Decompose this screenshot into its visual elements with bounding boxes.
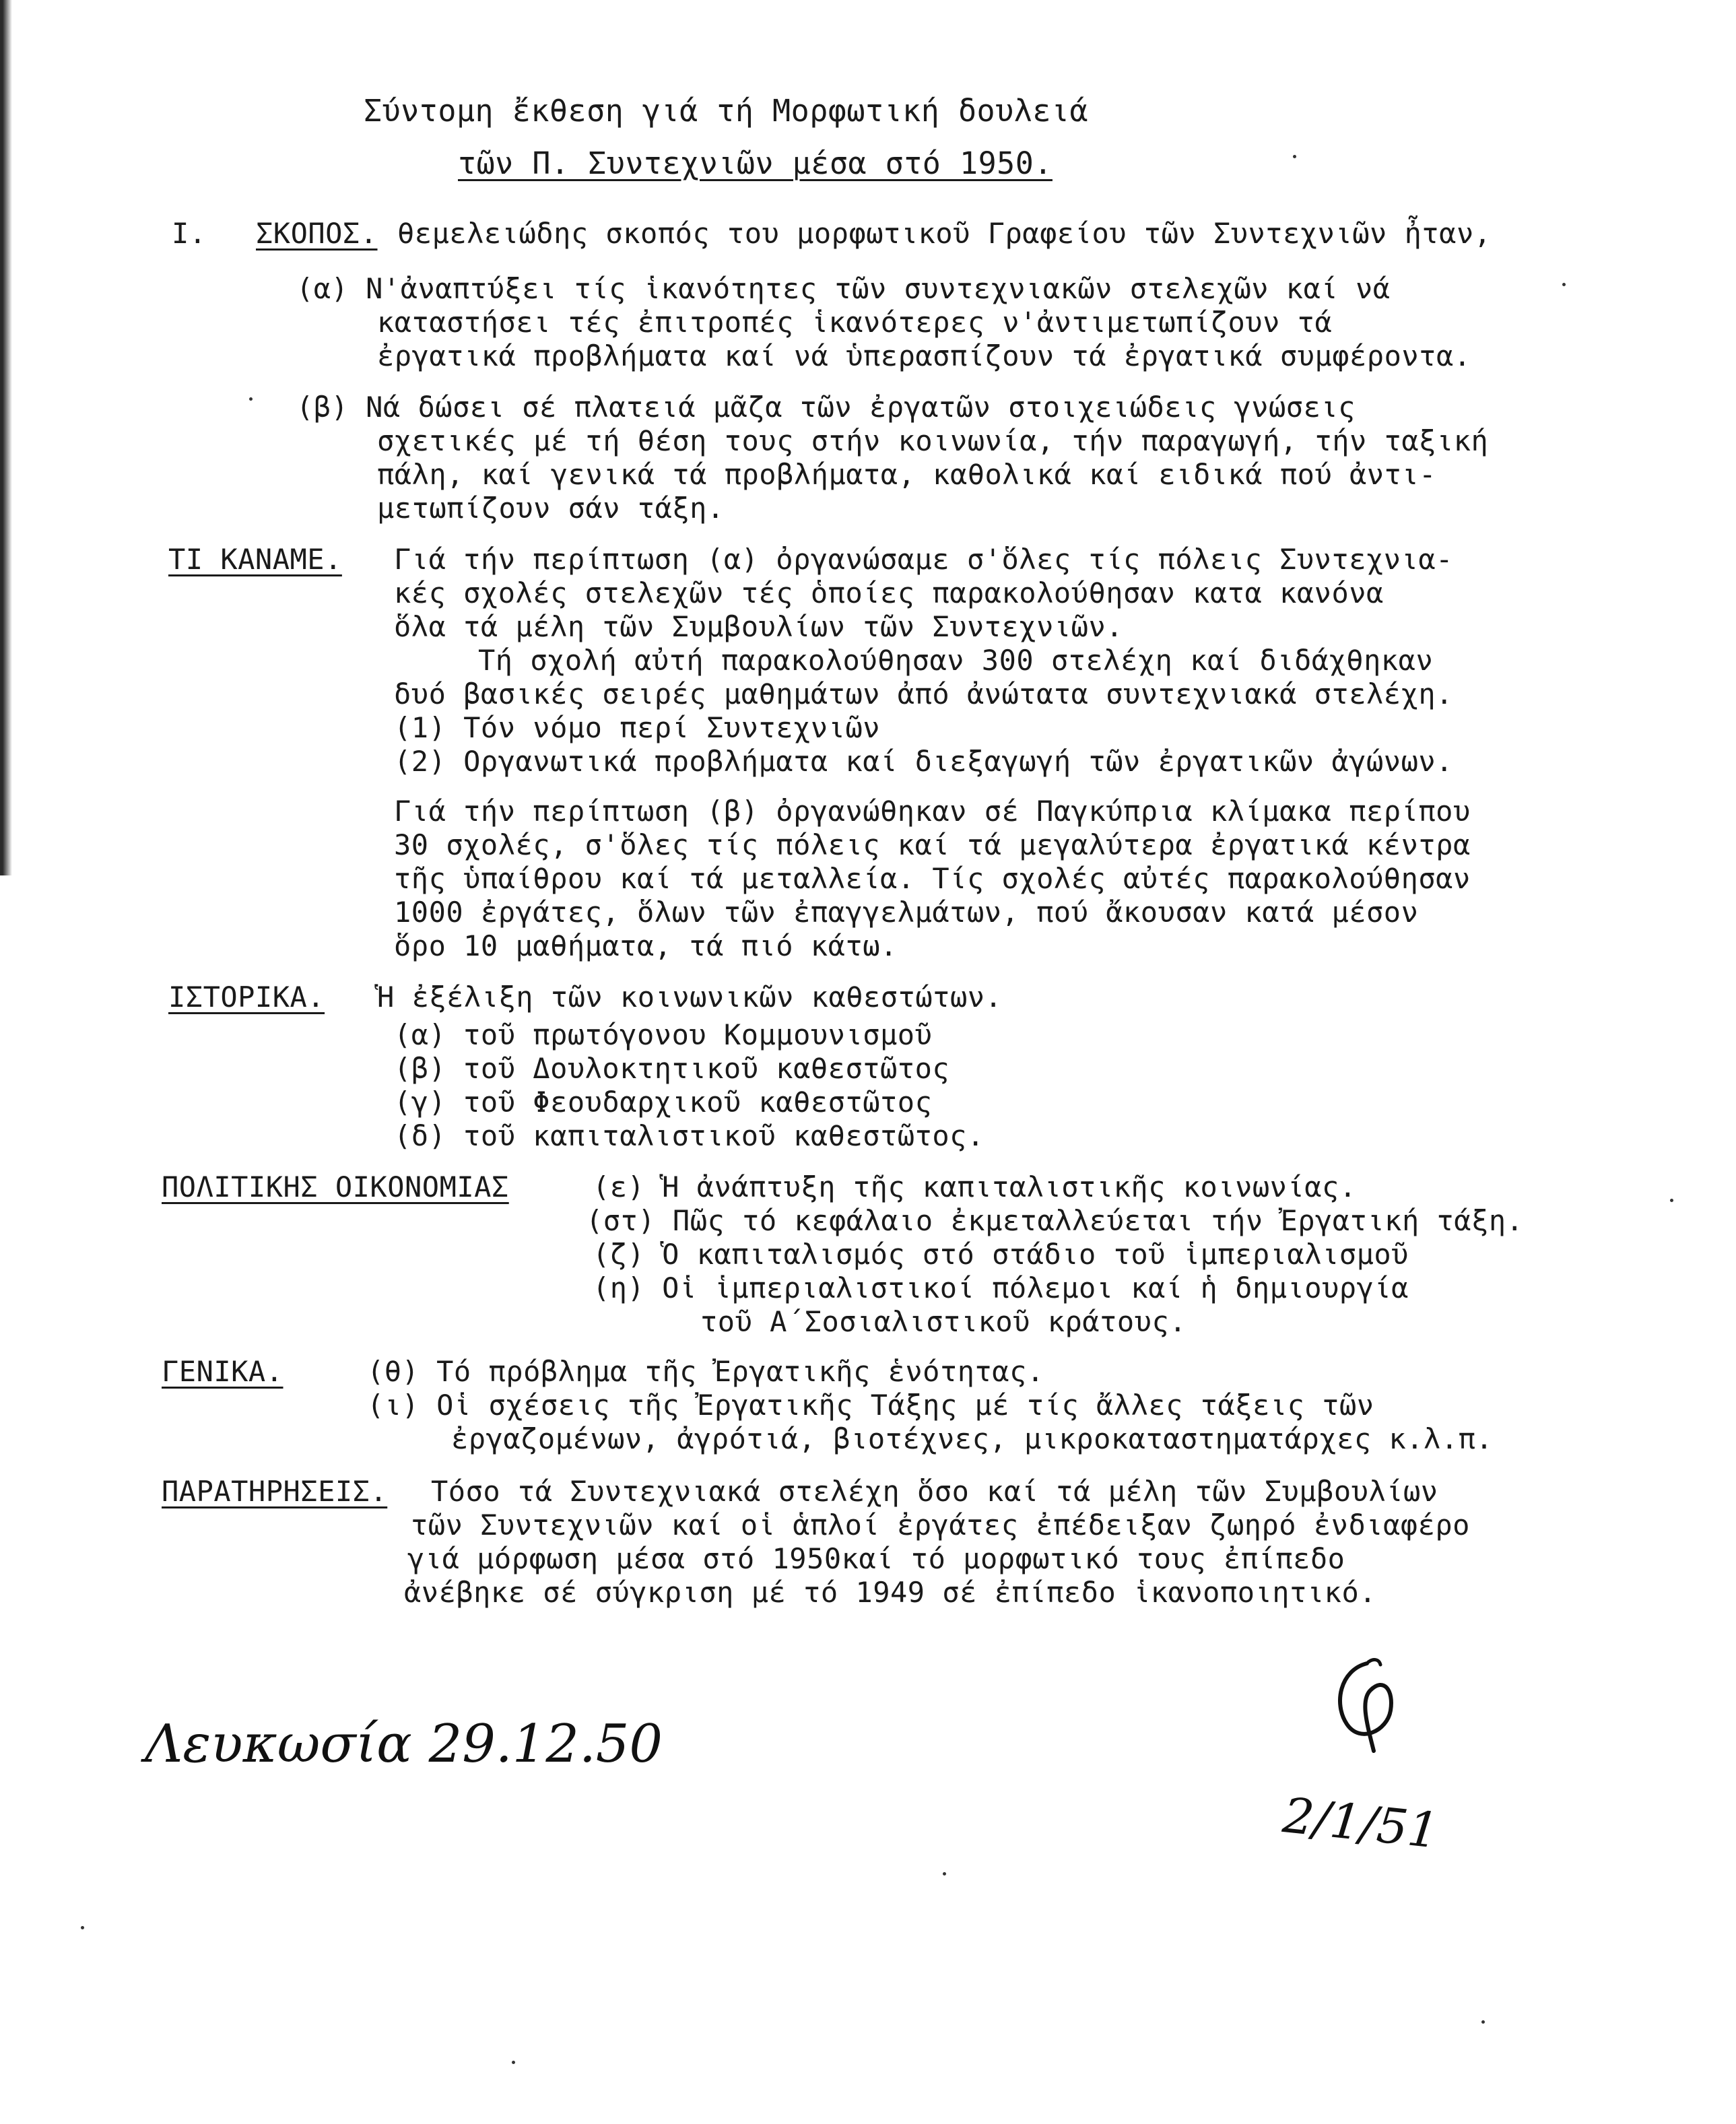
ti-kaname-p2-line2: δυό βασικές σειρές μαθημάτων ἀπό ἀνώτατα συντεχνιακά στελέχη. xyxy=(394,677,1453,710)
ti-kaname-p3-line1: Γιά τήν περίπτωση (β) ὀργανώθηκαν σέ Παγκύπρια κλίμακα περίπου xyxy=(394,795,1471,828)
politiki-item-z: (ζ) Ὁ καπιταλισμός στό στάδιο τοῦ ἱμπεριαλισμοῦ xyxy=(593,1238,1409,1271)
skopos-b-line4: μετωπίζουν σάν τάξη. xyxy=(377,492,725,525)
scan-speck xyxy=(1293,155,1296,158)
politiki-item-st: (στ) Πῶς τό κεφάλαιο ἐκμεταλλεύεται τήν Ἐργατική τάξη. xyxy=(586,1204,1524,1237)
scan-speck xyxy=(249,397,253,401)
paratiriseis-line3: γιά μόρφωση μέσα στό 1950καί τό μορφωτικό τους ἐπίπεδο xyxy=(407,1542,1345,1575)
scan-speck xyxy=(81,1926,84,1929)
document-title-line1: Σύντομη ἔκθεση γιά τή Μορφωτική δουλειά xyxy=(364,93,1089,129)
scan-edge xyxy=(0,0,12,875)
politiki-item-i-cont: τοῦ Α΄Σοσιαλιστικοῦ κράτους. xyxy=(700,1305,1187,1338)
politiki-heading: ΠΟΛΙΤΙΚΗΣ ΟΙΚΟΝΟΜΙΑΣ xyxy=(162,1170,509,1203)
ti-kaname-p1-line3: ὅλα τά μέλη τῶν Συμβουλίων τῶν Συντεχνιῶν. xyxy=(394,610,1124,643)
initials-signature xyxy=(1320,1650,1414,1785)
ti-kaname-item-2: (2) Οργανωτικά προβλήματα καί διεξαγωγή τῶν ἐργατικῶν ἀγώνων. xyxy=(394,745,1453,778)
scan-speck xyxy=(1670,1199,1673,1202)
ti-kaname-p3-line4: 1000 ἐργάτες, ὅλων τῶν ἐπαγγελμάτων, πού ἄκουσαν κατά μέσον xyxy=(394,896,1419,929)
scan-speck xyxy=(943,1872,946,1876)
genika-item-i: (ι) Οἱ σχέσεις τῆς Ἐργατικῆς Τάξης μέ τίς ἄλλες τάξεις τῶν xyxy=(367,1389,1374,1422)
ti-kaname-p2-line1: Τή σχολή αὐτή παρακολούθησαν 300 στελέχη καί διδάχθηκαν xyxy=(478,644,1434,677)
istorika-item-a: (α) τοῦ πρωτόγονου Κομμουνισμοῦ xyxy=(394,1018,933,1051)
skopos-a-line2: καταστήσει τές ἐπιτροπές ἱκανότερες ν'ἀντιμετωπίζουν τά xyxy=(377,306,1333,339)
handwritten-received-date: 2/1/51 xyxy=(1280,1787,1442,1859)
paratiriseis-heading: ΠΑΡΑΤΗΡΗΣΕΙΣ. xyxy=(162,1475,388,1508)
genika-heading: ΓΕΝΙΚΑ. xyxy=(162,1355,283,1388)
skopos-intro: θεμελειώδης σκοπός του μορφωτικοῦ Γραφείου τῶν Συντεχνιῶν ἦταν, xyxy=(397,217,1492,250)
skopos-a-line1: (α) Ν'ἀναπτύξει τίς ἱκανότητες τῶν συντεχνιακῶν στελεχῶν καί νά xyxy=(296,272,1391,305)
paratiriseis-line4: ἀνέβηκε σέ σύγκριση μέ τό 1949 σέ ἐπίπεδο ἱκανοποιητικό. xyxy=(404,1576,1377,1609)
ti-kaname-p3-line2: 30 σχολές, σ'ὅλες τίς πόλεις καί τά μεγαλύτερα ἐργατικά κέντρα xyxy=(394,828,1471,861)
skopos-a-line3: ἐργατικά προβλήματα καί νά ὑπερασπίζουν τά ἐργατικά συμφέροντα. xyxy=(377,339,1471,372)
document-title-line2: τῶν Π. Συντεχνιῶν μέσα στό 1950. xyxy=(458,145,1053,181)
genika-item-i-cont: ἐργαζομένων, ἀγρότιά, βιοτέχνες, μικροκαταστηματάρχες κ.λ.π. xyxy=(451,1422,1494,1455)
skopos-b-line3: πάλη, καί γενικά τά προβλήματα, καθολικά καί ειδικά πού ἀντι- xyxy=(377,458,1436,491)
section-number: I. xyxy=(172,217,207,250)
scan-speck xyxy=(1481,2020,1485,2024)
skopos-b-line1: (β) Νά δώσει σέ πλατειά μᾶζα τῶν ἐργατῶν στοιχειώδεις γνώσεις xyxy=(296,391,1356,424)
paratiriseis-line1: Τόσο τά Συντεχνιακά στελέχη ὅσο καί τά μέλη τῶν Συμβουλίων xyxy=(431,1475,1438,1508)
politiki-item-e: (ε) Ἡ ἀνάπτυξη τῆς καπιταλιστικῆς κοινωνίας. xyxy=(593,1170,1357,1203)
istorika-item-b: (β) τοῦ Δουλοκτητικοῦ καθεστῶτος xyxy=(394,1052,950,1085)
istorika-item-d: (δ) τοῦ καπιταλιστικοῦ καθεστῶτος. xyxy=(394,1119,984,1152)
politiki-item-i: (η) Οἱ ἱμπεριαλιστικοί πόλεμοι καί ἡ δημιουργία xyxy=(593,1271,1409,1304)
skopos-heading: ΣΚΟΠΟΣ. xyxy=(256,217,378,250)
ti-kaname-heading: ΤΙ ΚΑΝΑΜΕ. xyxy=(168,543,342,576)
skopos-b-line2: σχετικές μέ τή θέση τους στήν κοινωνία, τήν παραγωγή, τήν ταξική xyxy=(377,424,1489,457)
ti-kaname-p1-line2: κές σχολές στελεχῶν τές ὁποίες παρακολούθησαν κατα κανόνα xyxy=(394,576,1384,609)
ti-kaname-p1-line1: Γιά τήν περίπτωση (α) ὀργανώσαμε σ'ὅλες τίς πόλεις Συντεχνια- xyxy=(394,543,1453,576)
paratiriseis-line2: τῶν Συντεχνιῶν καί οἱ ἁπλοί ἐργάτες ἐπέδειξαν ζωηρό ἐνδιαφέρο xyxy=(411,1508,1470,1541)
istorika-heading: ΙΣΤΟΡΙΚΑ. xyxy=(168,981,325,1014)
istorika-intro: Ἡ ἐξέλιξη τῶν κοινωνικῶν καθεστώτων. xyxy=(377,981,1003,1014)
handwritten-place-date: Λευκωσία 29.12.50 xyxy=(145,1714,663,1774)
genika-item-th: (θ) Τό πρόβλημα τῆς Ἐργατικῆς ἑνότητας. xyxy=(367,1355,1044,1388)
istorika-item-g: (γ) τοῦ Φεουδαρχικοῦ καθεστῶτος xyxy=(394,1086,933,1119)
ti-kaname-p3-line5: ὅρο 10 μαθήματα, τά πιό κάτω. xyxy=(394,929,898,962)
scan-speck xyxy=(512,2061,515,2064)
scan-speck xyxy=(1562,283,1566,286)
ti-kaname-p3-line3: τῆς ὑπαίθρου καί τά μεταλλεία. Τίς σχολές αὐτές παρακολούθησαν xyxy=(394,862,1471,895)
ti-kaname-item-1: (1) Τόν νόμο περί Συντεχνιῶν xyxy=(394,711,881,744)
